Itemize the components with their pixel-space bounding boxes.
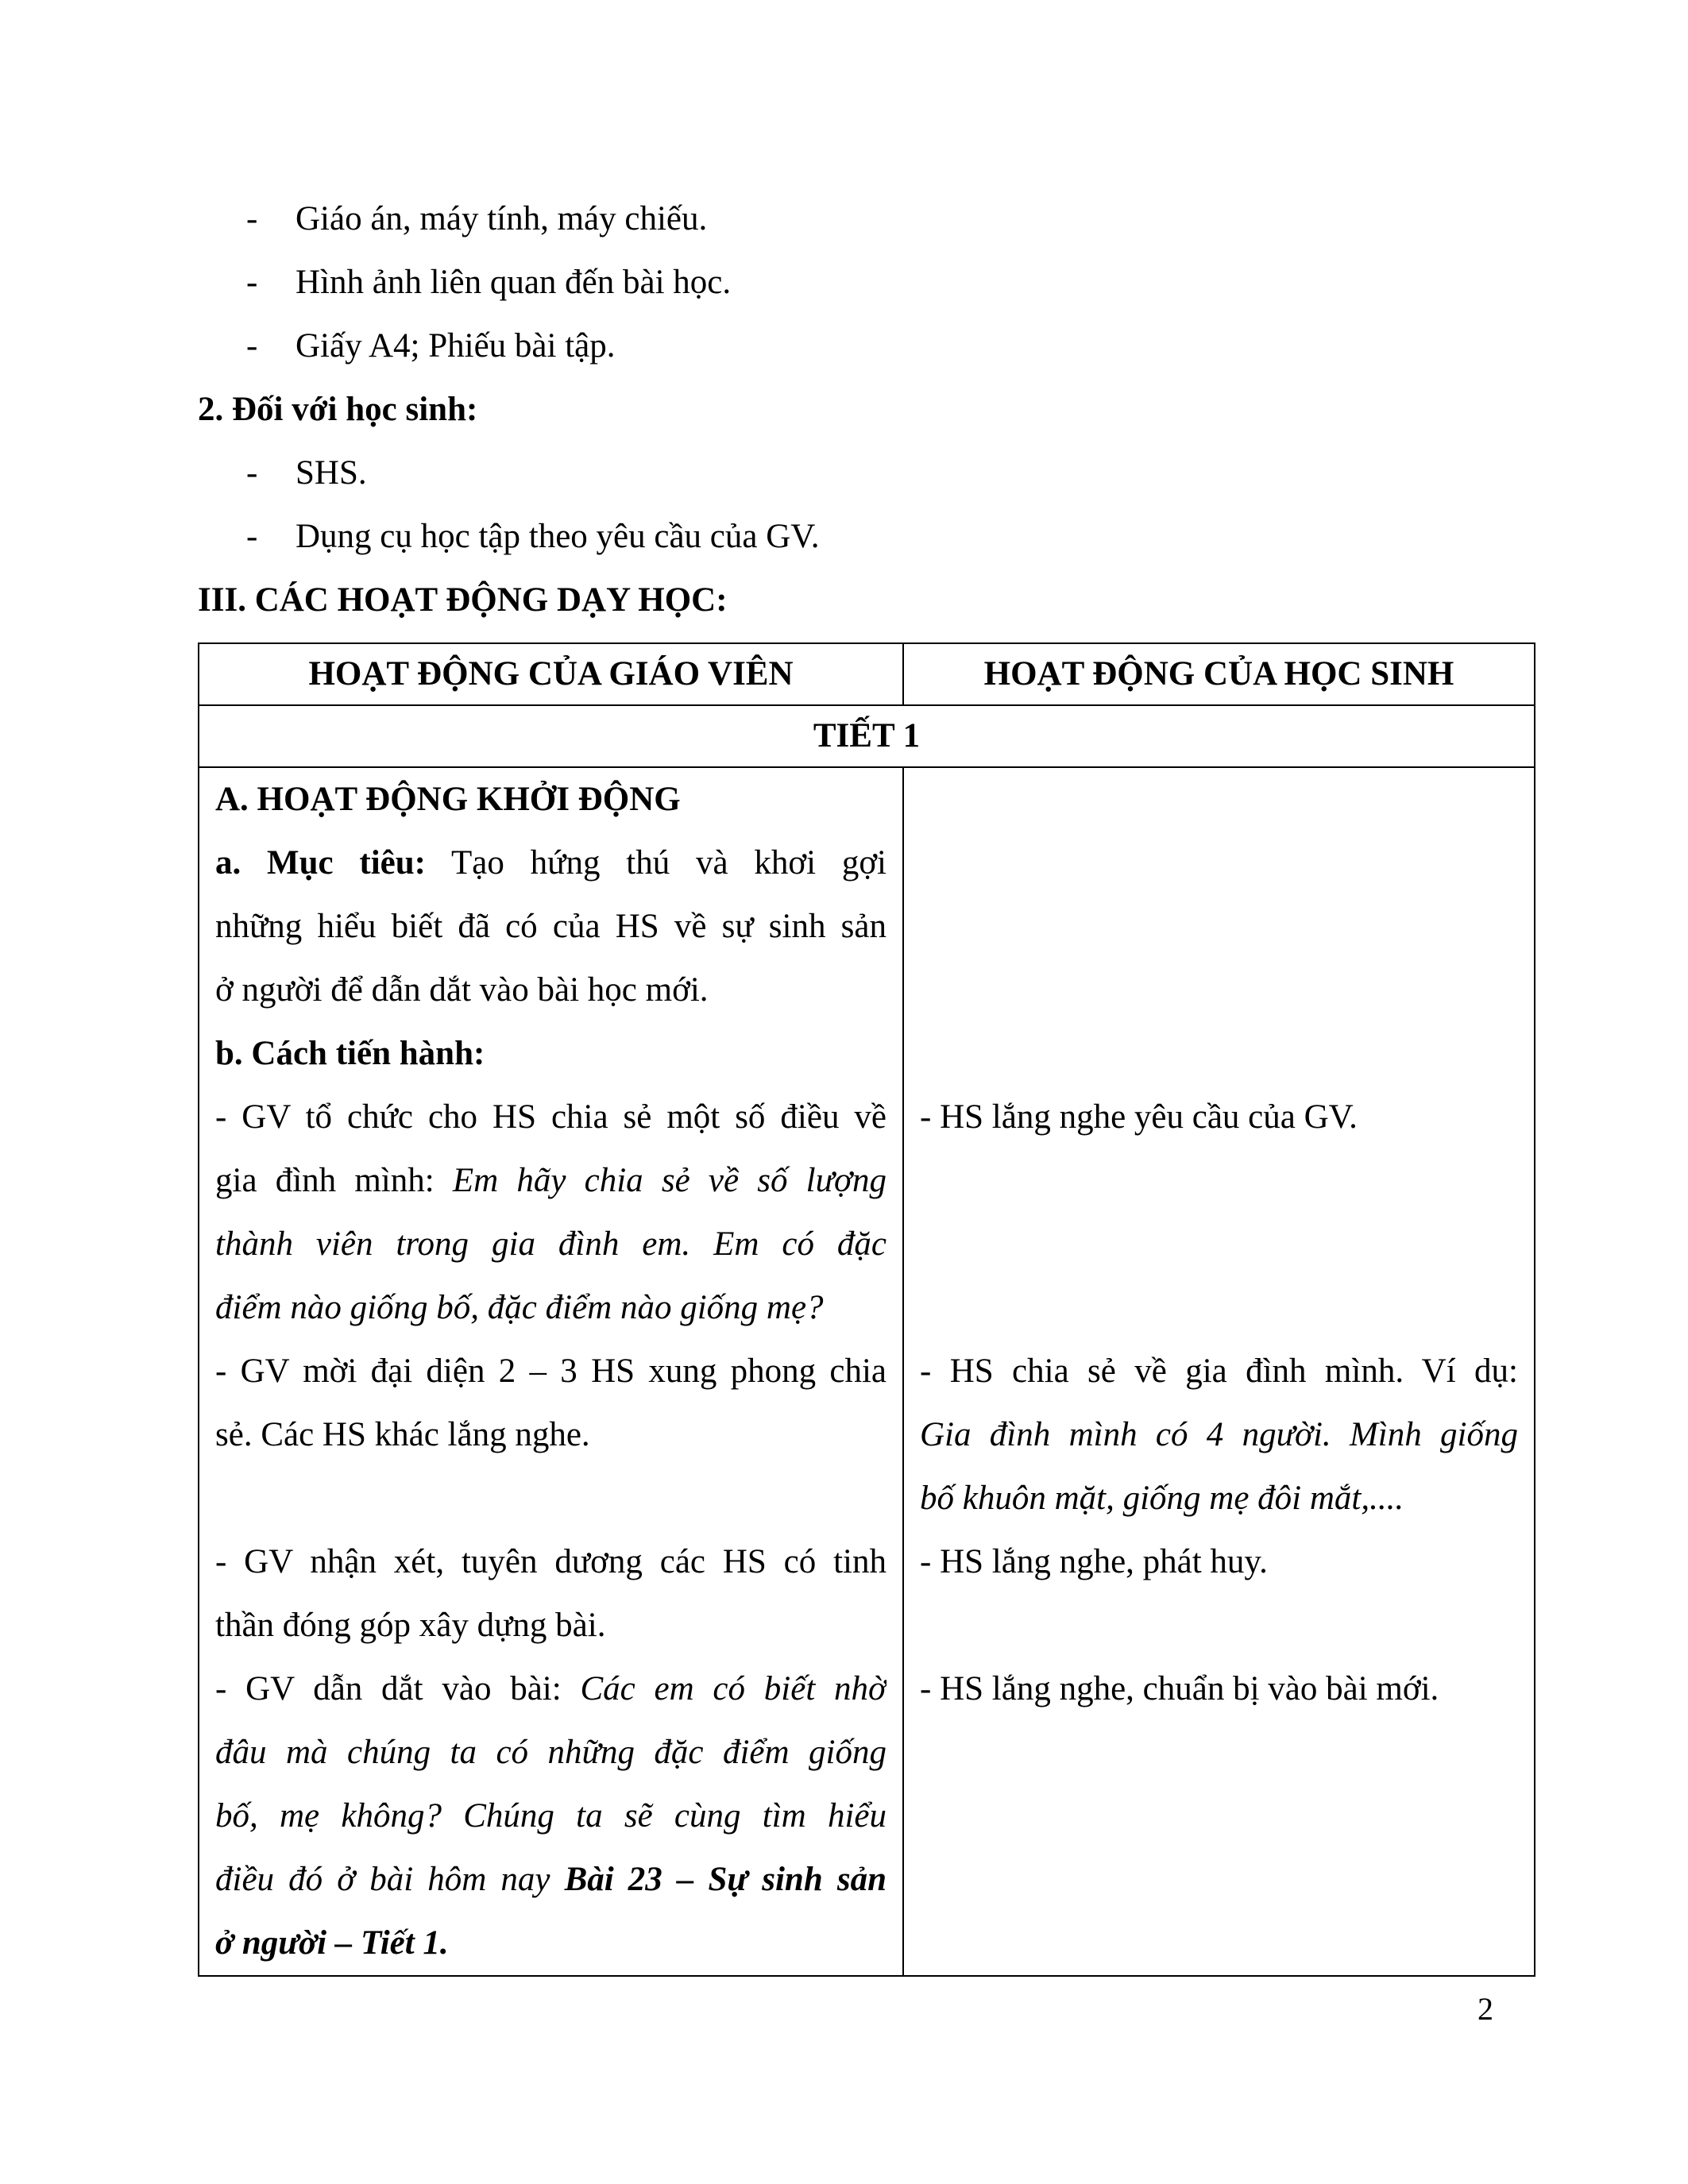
text-line: thành viên trong gia đình em. Em có đặc bbox=[215, 1225, 886, 1263]
header-teacher: HOẠT ĐỘNG CỦA GIÁO VIÊN bbox=[199, 643, 903, 705]
period-row bbox=[199, 705, 1535, 767]
text-line: - HS lắng nghe yêu cầu của GV. bbox=[920, 1098, 1358, 1136]
spacer bbox=[920, 1594, 1518, 1657]
text-line bbox=[215, 1657, 886, 1721]
text-line: bố, mẹ không? Chúng ta sẽ cùng tìm hiểu bbox=[215, 1797, 886, 1835]
text-line: - HS chia sẻ về gia đình mình. Ví dụ: bbox=[920, 1352, 1518, 1390]
goal-line: những hiểu biết đã có của HS về sự sinh sản bbox=[215, 908, 886, 945]
text-line: bố khuôn mặt, giống mẹ đôi mắt,.... bbox=[920, 1480, 1404, 1517]
italic-run: Các em có biết nhờ bbox=[580, 1670, 886, 1707]
list-item bbox=[246, 442, 1438, 505]
list-item-text: Giấy A4; Phiếu bài tập. bbox=[295, 327, 616, 365]
bullet: - bbox=[246, 518, 258, 555]
spacer bbox=[920, 768, 1518, 832]
text-line: điểm nào giống bố, đặc điểm nào giống mẹ? bbox=[215, 1289, 824, 1326]
text-line: sẻ. Các HS khác lắng nghe. bbox=[215, 1416, 590, 1453]
italic-run: Em hãy chia sẻ về số lượng bbox=[452, 1162, 886, 1199]
spacer bbox=[920, 832, 1518, 895]
text-line: - HS lắng nghe, phát huy. bbox=[920, 1543, 1268, 1580]
bullet: - bbox=[246, 200, 258, 237]
list-item bbox=[246, 505, 1438, 569]
section-heading: III. CÁC HOẠT ĐỘNG DẠY HỌC: bbox=[198, 581, 728, 619]
lesson-title: Bài 23 – Sự sinh sản bbox=[564, 1861, 886, 1898]
italic-run: điều đó ở bài hôm nay bbox=[215, 1861, 550, 1898]
goal-line bbox=[215, 832, 886, 895]
activity-title: A. HOẠT ĐỘNG KHỞI ĐỘNG bbox=[215, 781, 681, 818]
text-line: - GV nhận xét, tuyên dương các HS có tinh bbox=[215, 1543, 886, 1580]
list-item bbox=[246, 251, 1438, 314]
spacer bbox=[920, 1848, 1518, 1912]
text-line bbox=[215, 1848, 886, 1912]
spacer bbox=[920, 1912, 1518, 1975]
text-run: - GV dẫn dắt vào bài: bbox=[215, 1670, 562, 1707]
text-line: Gia đình mình có 4 người. Mình giống bbox=[920, 1416, 1518, 1453]
bullet: - bbox=[246, 264, 258, 301]
text-line: - HS lắng nghe, chuẩn bị vào bài mới. bbox=[920, 1670, 1439, 1707]
spacer bbox=[920, 1213, 1518, 1276]
page-number: 2 bbox=[1477, 1991, 1493, 2027]
bullet: - bbox=[246, 454, 258, 492]
list-item bbox=[246, 187, 1438, 251]
text-line: - GV tổ chức cho HS chia sẻ một số điều về bbox=[215, 1098, 886, 1136]
table-header-row bbox=[199, 643, 1535, 705]
text-run: gia đình mình: bbox=[215, 1162, 435, 1199]
spacer bbox=[920, 1721, 1518, 1785]
bullet: - bbox=[246, 327, 258, 365]
student-heading: 2. Đối với học sinh: bbox=[198, 391, 478, 428]
text-line: đâu mà chúng ta có những đặc điểm giống bbox=[215, 1734, 886, 1771]
student-activity-cell bbox=[903, 767, 1535, 1976]
spacer bbox=[215, 1467, 886, 1530]
spacer bbox=[920, 1276, 1518, 1340]
header-student: HOẠT ĐỘNG CỦA HỌC SINH bbox=[903, 643, 1535, 705]
spacer bbox=[920, 959, 1518, 1022]
activities-table bbox=[198, 642, 1535, 1977]
teacher-activity-cell bbox=[199, 767, 903, 1976]
list-item-text: Hình ảnh liên quan đến bài học. bbox=[295, 264, 732, 301]
goal-label: a. Mục tiêu: bbox=[215, 844, 426, 882]
list-item-text: Giáo án, máy tính, máy chiếu. bbox=[295, 200, 708, 237]
text-line bbox=[215, 1149, 886, 1213]
spacer bbox=[920, 1149, 1518, 1213]
spacer bbox=[920, 1022, 1518, 1086]
goal-text: Tạo hứng thú và khơi gợi bbox=[451, 844, 886, 882]
text-line: - GV mời đại diện 2 – 3 HS xung phong chia bbox=[215, 1352, 886, 1390]
method-label: b. Cách tiến hành: bbox=[215, 1035, 485, 1072]
text-line: thần đóng góp xây dựng bài. bbox=[215, 1607, 606, 1644]
list-item-text: SHS. bbox=[295, 454, 367, 492]
period-label: TIẾT 1 bbox=[199, 705, 1535, 767]
spacer bbox=[920, 1785, 1518, 1848]
list-item bbox=[246, 314, 1438, 378]
lesson-title: ở người – Tiết 1. bbox=[215, 1924, 449, 1962]
spacer bbox=[920, 895, 1518, 959]
list-item-text: Dụng cụ học tập theo yêu cầu của GV. bbox=[295, 518, 820, 555]
goal-line: ở người để dẫn dắt vào bài học mới. bbox=[215, 971, 709, 1009]
table-row bbox=[199, 767, 1535, 1976]
